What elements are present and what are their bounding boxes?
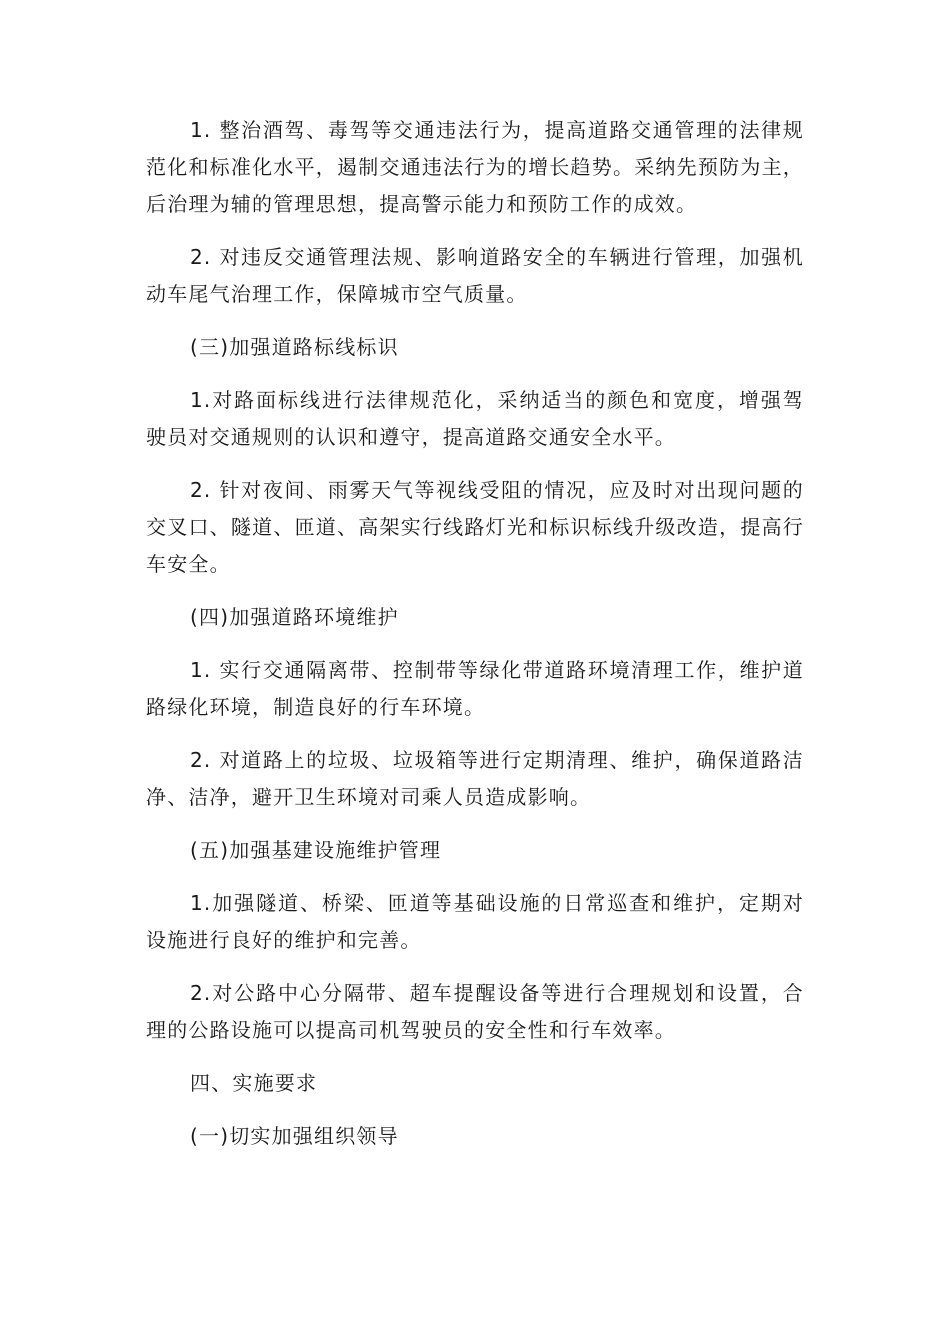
section-heading-1: (一)切实加强组织领导 [190,1124,399,1148]
section-heading-5: (五)加强基建设施维护管理 [190,838,442,862]
paragraph-2: 2. 对违反交通管理法规、影响道路安全的车辆进行管理，加强机动车尾气治理工作，保障城市空气质量。 [146,245,804,306]
paragraph-11: 2.对公路中心分隔带、超车提醒设备等进行合理规划和设置，合理的公路设施可以提高司机驾驶员的安全性和行车效率。 [146,981,804,1042]
paragraph-1: 1. 整治酒驾、毒驾等交通违法行为，提高道路交通管理的法律规范化和标准化水平，遏制交通违法行为的增长趋势。采纳先预防为主，后治理为辅的管理思想，提高警示能力和预防工作的成效。 [146,118,804,216]
paragraph-7: 1. 实行交通隔离带、控制带等绿化带道路环境清理工作，维护道路绿化环境，制造良好的行车环境。 [146,658,804,719]
paragraph-8: 2. 对道路上的垃圾、垃圾箱等进行定期清理、维护，确保道路洁净、洁净，避开卫生环境对司乘人员造成影响。 [146,748,804,809]
document-page [146,112,804,1171]
section-heading-4: (四)加强道路环境维护 [190,605,399,629]
paragraph-10: 1.加强隧道、桥梁、匝道等基础设施的日常巡查和维护，定期对设施进行良好的维护和完善。 [146,891,804,952]
paragraph-5: 2. 针对夜间、雨雾天气等视线受阻的情况，应及时对出现问题的交叉口、隧道、匝道、高架实行线路灯光和标识标线升级改造，提高行车安全。 [146,478,804,576]
chapter-heading-4: 四、实施要求 [190,1071,318,1095]
paragraph-4: 1.对路面标线进行法律规范化，采纳适当的颜色和宽度，增强驾驶员对交通规则的认识和遵守，提高道路交通安全水平。 [146,388,804,449]
section-heading-3: (三)加强道路标线标识 [190,335,399,359]
